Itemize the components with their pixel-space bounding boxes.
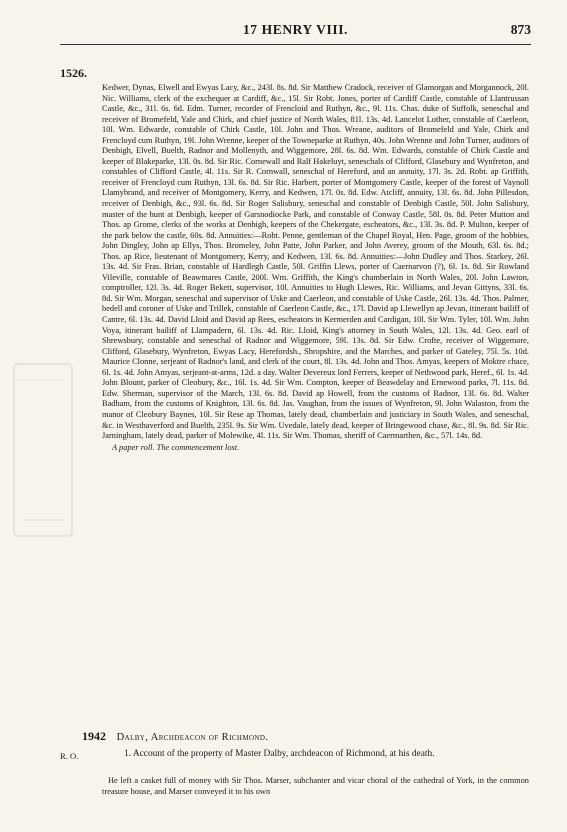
body-paragraph: Kedwer, Dynas, Elwell and Ewyas Lacy, &c., 243l. 8s. 8d. Sir Matthew Cradock, receiver of Glamorgan and Morgannock, 20l. Nic. Williams, clerk of the exchequer at Cardiff, &c., 15l. Sir Robt. Jones, porter of Cardiff Castle, constable of Llantrussan Castle, &c., 31l. 6s. 6d. Edm. Turner, recorder of Frencloid and Ruthyn, &c., 9l. 11s. Chas. duke of Suffolk, seneschal and receiver of Bromefeld, Yale and Chirk, and chief justice of North Wales, 81l. 13s. 4d. Lancelot Lother, constable of Caerleon, 10l. Wm. Edwarde, constable of Chirk Castle, 10l. John and Thos. Wreane, auditors of Bromefeld and Yale, Chirk and Frencloyd cum Ruthyn, 19l. John Wrenne, keeper of the Towneparke at Ruthyn, 40s. John Wrenne and John Turner, auditors of Denbigh, Elvell, Buelth, Radnor and Mollenyth, and Wiggemore, 28l. 6s. 8d. Wm. Edwards, constable of Chirk Castle and keeper of Blakeparke, 13l. 0s. 8d. Sir Ric. Cornewall and Ralf Hakeluyt, seneschals of Clifford, Glasebury and Wynfreton, and constables of Clifford Castle, 4l. 11s. Sir R. Cornwall, seneschal of Hereford, and an annuity, 17l. 3s. 2d. Robt. ap Griffith, receiver of Frencloyd cum Ruthyn, 13l. 6s. 8d. Sir Ric. Harbert, porter of Montgomery Castle, keeper of the forest of Vaynoll Llamybrand, and receiver of Montgomery, Kerry, and Kedwen, 17l. 0s. 8d. Edw. Atcliff, annuity, 13l. 6s. 8d. John Pillesdon, receiver of Denbigh, &c., 93l. 6s. 8d. Sir Roger Salisbury, seneschal and constable of Denbigh Castle, 50l. John Salisbury, master of the hunt at Denbigh, keeper of Garsnodiocke Park, and constable of Conway Castle, 58l. 0s. 8d. Peter Mutton and Thos. ap Grome, clerks of the works at Denbigh, keepers of the Chekergate, escheators, &c., 13l. 3s. 8d. P. Multon, keeper of the park below the castle, 60s. 8d. Annuities:—Robt. Penne, gentleman of the Chapel Royal, Hen. Page, groom of the hobbies, John Dingley, John ap Ellys, Thos. Bromeley, John Patte, John Parker, and John Averey, groom of the Mouth, 63l. 6s. 8d.; Thos. ap Rice, lieutenant of Montgomery, Kerry, and Kedwen, 13l. 6s. 8d. Annuities:—John Dudley and Thos. Starkey, 26l. 13s. 4d. Sir Fras. Brian, constable of Hardlegh Castle, 50l. Griffin Llews, porter of Caernarvon (?), 6l. 1s. 8d. Sir Rowland Vileville, constable of Beawmares Castle, 200l. Wm. Griffith, the King's chamberlain in North Wales, 20l. John Lawton, comptroller, 12l. 3s. 4d. Roger Bekett, supervisor, 10l. Annuities to Hugh Llewes, Ric. Williams, and Jevan Gittyns, 33l. 6s. 8d. Sir Wm. Morgan, seneschal and supervisor of Uske and Caerleon, and constable of Uske Castle, 26l. 13s. 4d. Thos. Palmer, bedell and coroner of Uske and Trillek, constable of Caerleon Castle, &c., 17l. David ap Llewellyn ap Jevan, itinerant bailiff of Cantre, 6l. 13s. 4d. David Lloid and David ap Rees, escheators in Kermerden and Cardigan, 10l. Sir Wm. Tyler, 10l. Wm. John Voya, itinerant bailiff of Llampadern, 6l. 13s. 4d. Ric. Lloid, King's attorney in South Wales, 12l. 13s. 4d. Geo. earl of Shrewsbury, constable and seneschal of Radnor and Wiggemore, 59l. 13s. 8d. Sir Edw. Crofte, receiver of Wiggemore, Clifford, Glasebury, Wynfreton, Ewyas Lacy, Herefordsh., Shropshire, and the Marches, and parker of Gateley, 75l. 5s. 10d. Maurice Clonne, serjeant of Radnor's land, and clerk of the court, 8l. 13s. 4d. John and Thos. Amyas, keepers of Moktre chace, 6l. 1s. 4d. John Amyas, serjeant-at-arms, 12d. a day. Walter Devereux lord Ferrers, keeper of Nethwood park, Heref., 6l. 1s. 4d. John Blount, parker of Cleobury, &c., 16l. 1s. 4d. Sir Wm. Compton, keeper of Beawdelay and Ernewood parks, 7l. 11s. 8d. Edw. Sherman, supervisor of the March, 13l. 6s. 8d. David ap Howell, from the customs of Radnor, 13l. 6s. 8d. Walter Badham, from the customs of Knighton, 13l. 6s. 8d. Jas. Vaughan, from the issues of Wynfreton, 9l. John Walaston, from the manor of Cleobury Baynes, 10l. Sir Rese ap Thomas, lately dead, chamberlain and justiciary in South Wales, and seneschal, &c. in Westhaverford and Buelth, 235l. 9s. Sir Wm. Uvedale, lately dead, keeper of Bringewood chase, &c., 8l. 9s. 8d. Sir Ric. Jarningham, lately dead, parker of Molewike, 4l. 11s. Sir Wm. Thomas, sheriff of Caermarthen, &c., 57l. 14s. 8d. xyxy=(102,83,529,441)
entry-heading xyxy=(82,729,522,744)
header-rule xyxy=(60,44,531,45)
source-marginal: R. O. xyxy=(60,751,79,761)
entry-number: 1942 xyxy=(82,729,106,743)
closing-note: A paper roll. The commencement lost. xyxy=(112,442,240,452)
library-stamp-watermark xyxy=(8,360,78,540)
main-text-block xyxy=(102,83,529,453)
running-title: 17 HENRY VIII. xyxy=(242,22,349,37)
entry-title: Dalby, Archdeacon of Richmond. xyxy=(116,732,269,743)
running-head xyxy=(60,22,531,42)
page-number: 873 xyxy=(510,22,531,37)
entry-continuation: He left a casket full of money with Sir Thos. Marser, subchanter and vicar choral of the cathedral of York, in the common treasure house, and Marser conveyed it to his own xyxy=(102,776,529,796)
year-marginal: 1526. xyxy=(60,66,87,80)
entry-item: 1. Account of the property of Master Dalby, archdeacon of Richmond, at his death. xyxy=(124,749,435,759)
